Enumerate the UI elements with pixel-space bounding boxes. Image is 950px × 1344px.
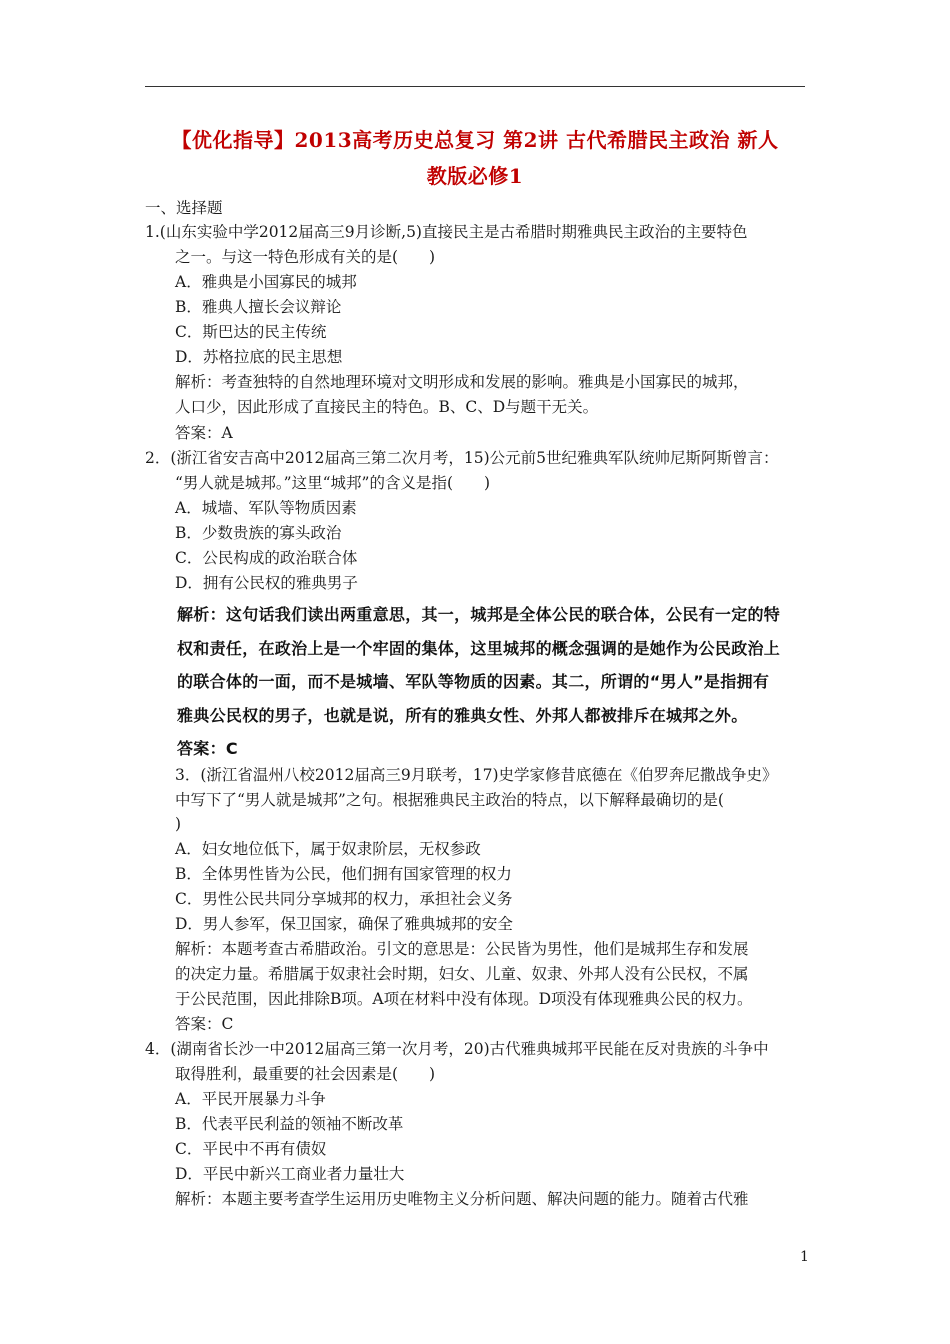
q4-option-d: D．平民中新兴工商业者力量壮大 <box>175 1165 405 1183</box>
q4-stem-line1: 4．(湖南省长沙一中2012届高三第一次月考，20)古代雅典城邦平民能在反对贵族的斗争中 <box>145 1040 769 1058</box>
q3-stem-line2: 中写下了“男人就是城邦”之句。根据雅典民主政治的特点，以下解释最确切的是( <box>175 791 724 809</box>
q2-stem-line1: 2．(浙江省安吉高中2012届高三第二次月考，15)公元前5世纪雅典军队统帅尼斯阿斯曾言： <box>145 449 779 467</box>
q3-stem-line1: 3．(浙江省温州八校2012届高三9月联考，17)史学家修昔底德在《伯罗奔尼撒战争史》 <box>175 766 778 784</box>
q1-answer: 答案：A <box>175 424 233 442</box>
q1-option-d: D．苏格拉底的民主思想 <box>175 348 343 366</box>
q2-stem-line2: “男人就是城邦。”这里“城邦”的含义是指( ) <box>175 474 491 492</box>
q4-stem-line2: 取得胜利，最重要的社会因素是( ) <box>175 1065 436 1083</box>
q1-option-a: A．雅典是小国寡民的城邦 <box>175 273 357 291</box>
q2-explanation-line1: 解析：这句话我们读出两重意思，其一，城邦是全体公民的联合体，公民有一定的特 <box>177 605 781 624</box>
section-heading: 一、选择题 <box>145 199 223 217</box>
doc-title-line2: 教版必修1 <box>426 164 524 188</box>
q3-option-c: C．男性公民共同分享城邦的权力，承担社会义务 <box>175 890 513 908</box>
q3-explanation-line3: 于公民范围，因此排除B项。A项在材料中没有体现。D项没有体现雅典公民的权力。 <box>175 990 753 1008</box>
q2-option-c: C．公民构成的政治联合体 <box>175 549 358 567</box>
q1-explanation-line2: 人口少，因此形成了直接民主的特色。B、C、D与题干无关。 <box>175 398 599 416</box>
q2-explanation-line2: 权和责任，在政治上是一个牢固的集体，这里城邦的概念强调的是她作为公民政治上 <box>177 639 781 658</box>
q2-option-d: D．拥有公民权的雅典男子 <box>175 574 358 592</box>
q3-explanation-line1: 解析：本题考查古希腊政治。引文的意思是：公民皆为男性，他们是城邦生存和发展 <box>175 940 749 958</box>
q2-answer: 答案：C <box>177 739 238 758</box>
q3-stem-line3: ) <box>175 815 182 833</box>
q2-option-b: B．少数贵族的寡头政治 <box>175 524 342 542</box>
header-rule <box>145 86 805 87</box>
q3-option-a: A．妇女地位低下，属于奴隶阶层，无权参政 <box>175 840 481 858</box>
q3-option-b: B．全体男性皆为公民，他们拥有国家管理的权力 <box>175 865 512 883</box>
q4-option-a: A．平民开展暴力斗争 <box>175 1090 326 1108</box>
doc-title-line1: 【优化指导】2013高考历史总复习 第2讲 古代希腊民主政治 新人 <box>171 128 779 152</box>
q2-explanation-line3: 的联合体的一面，而不是城墙、军队等物质的因素。其二，所谓的“男人”是指拥有 <box>177 672 770 691</box>
page-number: 1 <box>800 1249 809 1265</box>
q4-option-c: C．平民中不再有债奴 <box>175 1140 327 1158</box>
q1-stem-line1: 1.(山东实验中学2012届高三9月诊断,5)直接民主是古希腊时期雅典民主政治的主要特色 <box>145 223 748 241</box>
q1-option-c: C．斯巴达的民主传统 <box>175 323 327 341</box>
q1-stem-line2: 之一。与这一特色形成有关的是( ) <box>175 248 436 266</box>
q1-explanation-line1: 解析：考查独特的自然地理环境对文明形成和发展的影响。雅典是小国寡民的城邦， <box>175 373 749 391</box>
q3-option-d: D．男人参军，保卫国家，确保了雅典城邦的安全 <box>175 915 513 933</box>
q4-option-b: B．代表平民利益的领袖不断改革 <box>175 1115 404 1133</box>
q3-answer: 答案：C <box>175 1015 234 1033</box>
q2-option-a: A．城墙、军队等物质因素 <box>175 499 357 517</box>
q3-explanation-line2: 的决定力量。希腊属于奴隶社会时期，妇女、儿童、奴隶、外邦人没有公民权，不属 <box>175 965 749 983</box>
q2-explanation-line4: 雅典公民权的男子，也就是说，所有的雅典女性、外邦人都被排斥在城邦之外。 <box>177 706 748 725</box>
q4-explanation-line1: 解析：本题主要考查学生运用历史唯物主义分析问题、解决问题的能力。随着古代雅 <box>175 1190 749 1208</box>
q1-option-b: B．雅典人擅长会议辩论 <box>175 298 342 316</box>
